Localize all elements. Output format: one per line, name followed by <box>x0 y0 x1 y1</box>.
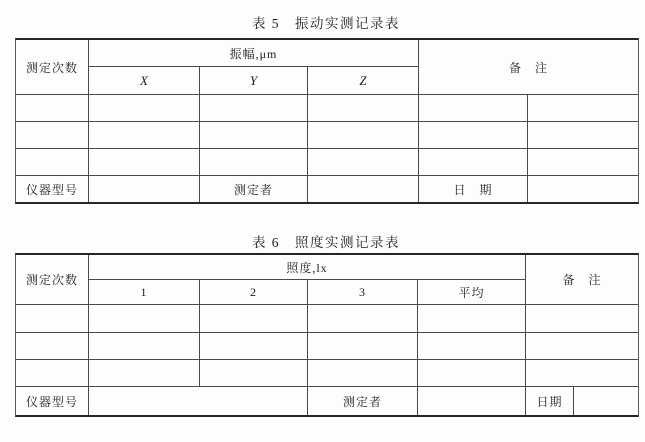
t6-data-cell <box>526 305 638 333</box>
t6-data-cell <box>200 360 308 387</box>
t6-data-cell <box>89 360 200 387</box>
t6-data-cell <box>308 333 418 360</box>
t6-date-value-cell <box>574 387 638 415</box>
t6-illuminance-group-header: 照度,lx <box>89 255 526 280</box>
t5-data-cell <box>200 95 308 122</box>
t5-remark-header: 备 注 <box>419 40 638 95</box>
t6-data-cell <box>89 333 200 360</box>
table5-vibration-record <box>15 38 639 204</box>
t5-data-cell <box>89 95 200 122</box>
t6-sub-header-average: 平均 <box>418 280 526 305</box>
t5-date-value-cell <box>528 176 638 202</box>
t6-data-cell <box>89 305 200 333</box>
t6-data-cell <box>200 333 308 360</box>
t5-measure-count-header: 测定次数 <box>16 40 89 95</box>
table6-title: 表 6 照度实测记录表 <box>251 235 401 250</box>
t5-data-cell <box>16 95 89 122</box>
t6-data-cell <box>418 360 526 387</box>
t5-data-cell <box>200 149 308 176</box>
t6-remark-header: 备 注 <box>526 255 638 305</box>
table5-title: 表 5 振动实测记录表 <box>251 16 401 31</box>
t5-date-label: 日 期 <box>419 176 528 202</box>
t5-data-cell <box>528 149 638 176</box>
t6-sub-header-2: 2 <box>200 280 308 305</box>
t6-data-cell <box>418 305 526 333</box>
t5-data-cell <box>528 95 638 122</box>
t5-axis-x-header: X <box>89 67 200 95</box>
t5-data-cell <box>200 122 308 149</box>
t5-amplitude-group-header: 振幅,μm <box>89 40 419 67</box>
t5-data-cell <box>419 149 528 176</box>
t6-data-cell <box>16 333 89 360</box>
t5-data-cell <box>89 122 200 149</box>
table6-illuminance-record <box>15 253 639 417</box>
t6-measure-count-header: 测定次数 <box>16 255 89 305</box>
t5-data-cell <box>419 95 528 122</box>
t5-data-cell <box>89 149 200 176</box>
t5-data-cell <box>419 122 528 149</box>
t6-instrument-value-cell <box>89 387 308 415</box>
t6-data-cell <box>526 360 638 387</box>
t6-data-cell <box>308 305 418 333</box>
t6-date-label: 日期 <box>526 387 574 415</box>
t6-data-cell <box>526 333 638 360</box>
t6-sub-header-3: 3 <box>308 280 418 305</box>
t6-measurer-value-cell <box>418 387 526 415</box>
t5-data-cell <box>308 122 419 149</box>
t5-data-cell <box>308 95 419 122</box>
t5-axis-z-header: Z <box>308 67 419 95</box>
t5-instrument-value-cell <box>89 176 200 202</box>
t6-measurer-label: 测定者 <box>308 387 418 415</box>
t5-measurer-value-cell <box>308 176 419 202</box>
t5-axis-y-header: Y <box>200 67 308 95</box>
t5-data-cell <box>528 122 638 149</box>
t5-data-cell <box>308 149 419 176</box>
t6-instrument-label: 仪器型号 <box>16 387 89 415</box>
t5-measurer-label: 测定者 <box>200 176 308 202</box>
t6-data-cell <box>16 360 89 387</box>
t5-data-cell <box>16 122 89 149</box>
t5-instrument-label: 仪器型号 <box>16 176 89 202</box>
t6-data-cell <box>16 305 89 333</box>
t5-data-cell <box>16 149 89 176</box>
t6-data-cell <box>308 360 418 387</box>
t6-data-cell <box>200 305 308 333</box>
t6-sub-header-1: 1 <box>89 280 200 305</box>
t6-data-cell <box>418 333 526 360</box>
